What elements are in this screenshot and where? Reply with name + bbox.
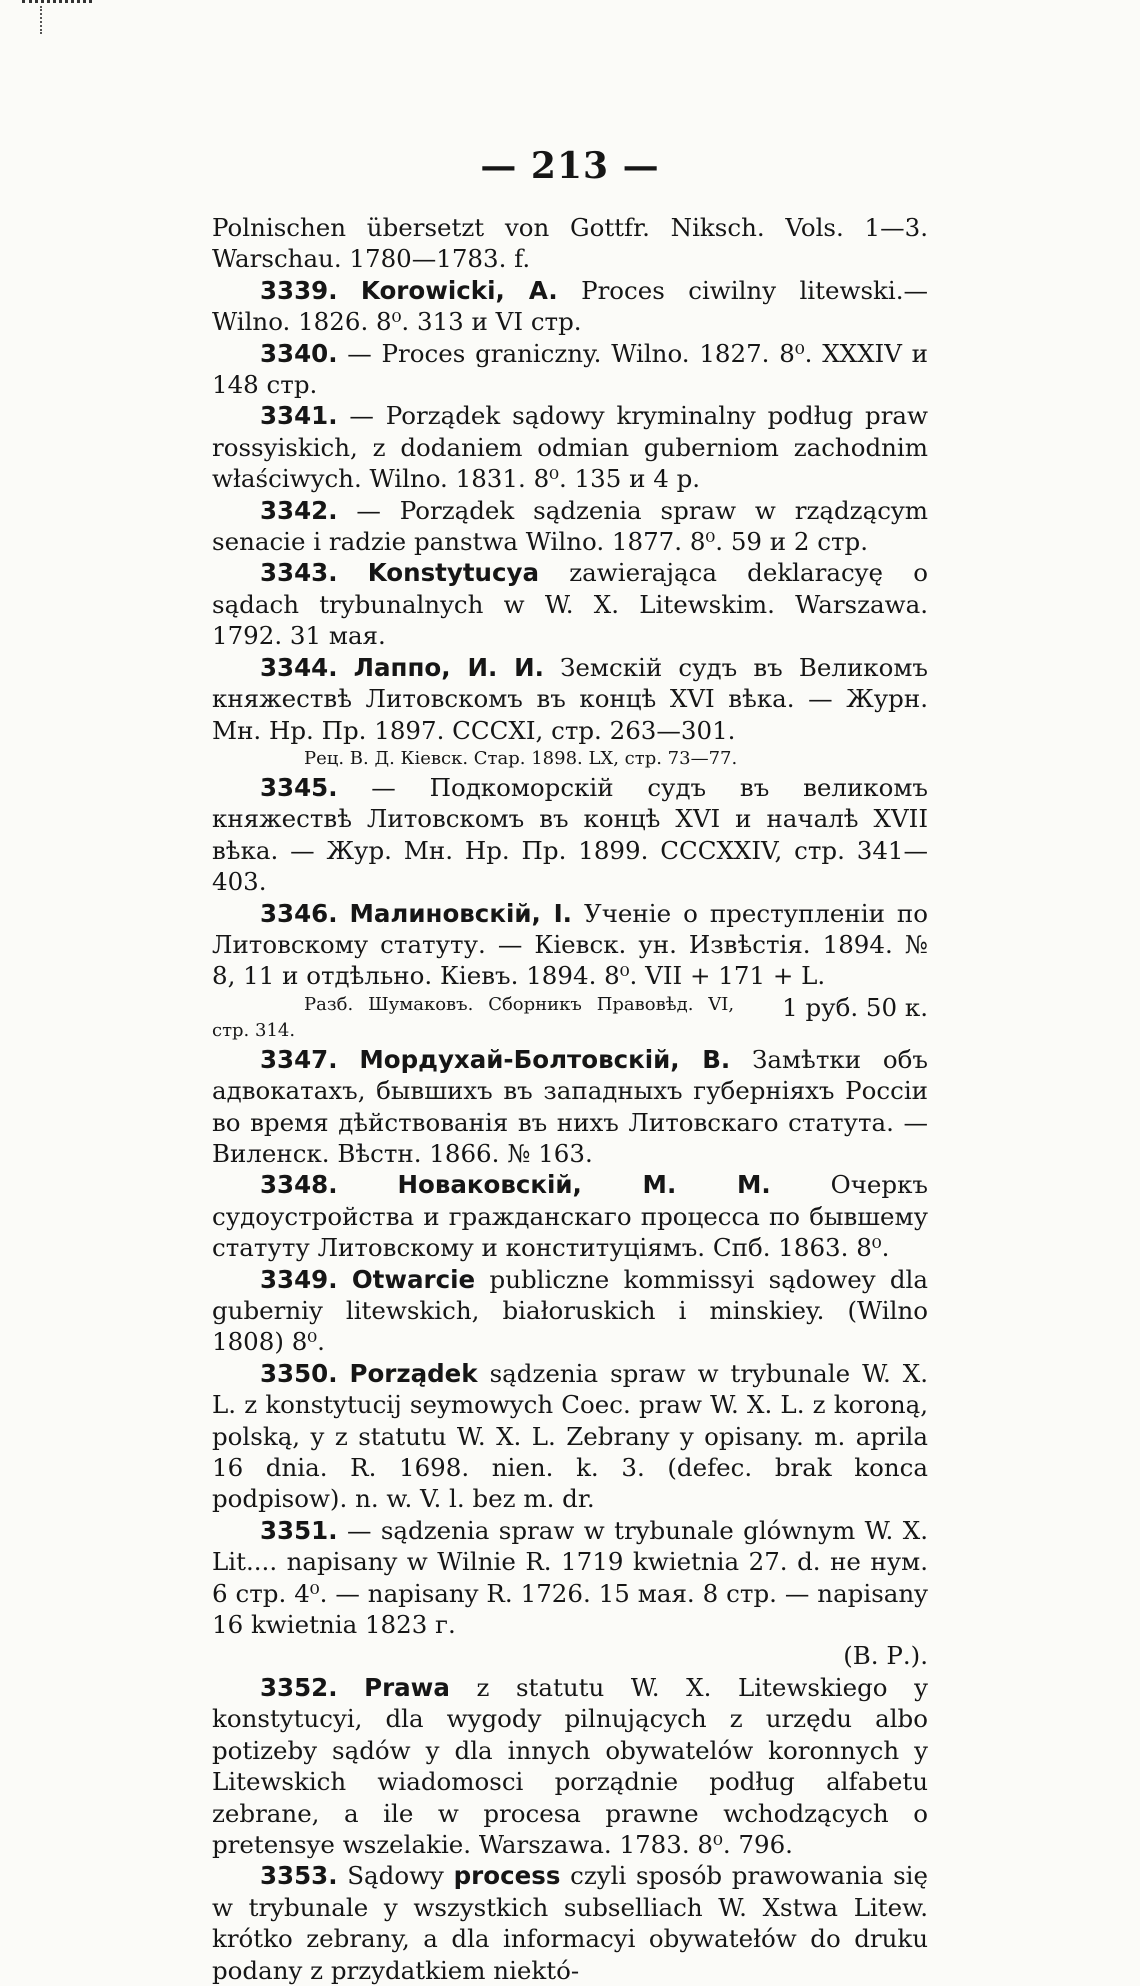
entry-number: 3341. [260, 401, 338, 431]
entry-text: publiczne kommissyi sądowey dla guberniy litewskich, białoruskich i minskiey. (Wilno 1808) 8⁰. [212, 1264, 929, 1357]
entry-number: 3342. [260, 495, 338, 525]
entry-text: sądzenia spraw w trybunale W. X. L. z konstytucij seymowych Coec. praw W. X. L. z koroną, polską, y z statutu W. X. L. Zebrany y opisany. m. aprila 16 dnia. R. 1698. nien. k. 3. (defec. brak konca podpisow). n. w. V. l. bez m. dr. [212, 1358, 928, 1514]
page-footer [0, 1772, 1140, 1782]
entry-author: Prawa [364, 1672, 450, 1702]
entry-number: 3340. [260, 338, 338, 368]
entry-text: Ученіе о преступленіи по Литовскому статуту. — Кіевск. ун. Извѣстія. 1894. № 8, 11 и отдѣльно. Кіевъ. 1894. 8⁰. VII + 171 + L. [212, 898, 929, 991]
entry-number: 3349. [260, 1264, 338, 1294]
entry-number: 3343. [260, 558, 338, 588]
entry-text: Замѣтки объ адвокатахъ, бывшихъ въ западныхъ губерніяхъ Россіи во время дѣйствованія въ нихъ Литовскаго статута. — Виленск. Вѣстн. 1866. № 163. [212, 1044, 929, 1168]
entry-price: 1 руб. 50 к. [782, 992, 928, 1022]
entry-3352 [212, 1672, 928, 1860]
entry-number: 3339. [260, 275, 338, 305]
bibliography-text [212, 212, 928, 1986]
page-number: — 213 — [480, 145, 660, 187]
entry-3344-review: Рец. В. Д. Кіевск. Стар. 1898. LX, стр. 73—77. [304, 747, 738, 769]
entry-text: — Porządek sądzenia spraw w rządzącym senacie i radzie panstwa Wilno. 1877. 8⁰. 59 и 2 стр. [212, 495, 928, 557]
entry-3340 [212, 338, 928, 401]
entry-text: — Подкоморскій судъ въ великомъ княжествѣ Литовскомъ въ концѣ XVI и началѣ XVII вѣка. — Жур. Мн. Нр. Пр. 1899. CCCXXIV, стр. 341—403. [212, 772, 928, 897]
entry-3350 [212, 1358, 928, 1515]
scan-artifact-dots [40, 6, 72, 34]
entry-continuation [212, 212, 928, 275]
entry-author: Лаппо, И. И. [353, 652, 544, 682]
entry-number: 3350. [260, 1358, 338, 1388]
entry-3343 [212, 557, 928, 651]
entry-author: Konstytucya [367, 558, 540, 588]
entry-3348 [212, 1169, 928, 1263]
entry-author: Porządek [349, 1358, 478, 1388]
entry-number: 3352. [260, 1672, 338, 1702]
entry-3346-review: Разб. Шумаковъ. Сборникъ Правовѣд. VI, стр. 314. [212, 993, 735, 1041]
entry-text: z statutu W. X. Litewskiego y konstytucyi, dla wygody pilnujących z urzędu albo potizeby sądów y dla innych obywatelów koronnych y Litewskich wiadomosci porządnie podług alfabetu zebrane, a ile w procesa prawne wchodzących o pretensye wszelakie. Warszawa. 1783. 8⁰. 796. [212, 1672, 928, 1859]
entry-number: 3347. [260, 1044, 338, 1074]
entry-3351 [212, 1515, 928, 1641]
entry-text: — sądzenia spraw w trybunale glównym W. X. Lit.... napisany w Wilnie R. 1719 kwietnia 27. d. не нум. 6 стр. 4⁰. — napisany R. 1726. 15 мая. 8 стр. — napisany 16 kwietnia 1823 г. [212, 1515, 928, 1640]
entry-author: Korowicki, A. [360, 275, 558, 305]
entry-3342 [212, 495, 928, 558]
entry-text: Земскій судъ въ Великомъ княжествѣ Литовскомъ въ концѣ XVI вѣка. — Журн. Мн. Нр. Пр. 1897. CCCXI, стр. 263—301. [212, 652, 928, 745]
entry-author: Малиновскій, I. [349, 898, 572, 928]
entry-3347 [212, 1044, 928, 1170]
entry-3351-source: (В. Р.). [843, 1641, 928, 1671]
entry-text: — Porządek sądowy kryminalny podług praw rossyiskich, z dodaniem odmian guberniom zachodnim właściwych. Wilno. 1831. 8⁰. 135 и 4 р. [212, 401, 928, 494]
entry-3344 [212, 652, 928, 746]
entry-text: Proces ciwilny litewski.—Wilno. 1826. 8⁰. 313 и VI стр. [212, 275, 928, 337]
entry-3349 [212, 1264, 928, 1358]
entry-3345 [212, 772, 928, 898]
entry-author: Мордухай-Болтовскій, В. [359, 1044, 731, 1074]
entry-text: Очеркъ судоустройства и гражданскаго процесса по бывшему статуту Литовскому и конституціямъ. Спб. 1863. 8⁰. [212, 1170, 929, 1263]
entry-author: Новаковскій, М. М. [397, 1170, 771, 1200]
entry-prefix: Sądowy [347, 1861, 444, 1891]
entry-text: czyli sposób prawowania się w trybunale y wszystkich subselliach W. Xstwa Litew. krótko zebrany, a dla informacyi obywatełów do druku podany z przydatkiem niektó- [212, 1861, 928, 1985]
entry-text: zawierająca deklaracyę o sądach trybunalnych w W. X. Litewskim. Warszawa. 1792. 31 мая. [212, 558, 928, 651]
entry-text: — Proces graniczny. Wilno. 1827. 8⁰. XXXIV и 148 стр. [212, 338, 928, 400]
entry-author: process [453, 1861, 561, 1891]
entry-author: Otwarcie [351, 1264, 476, 1294]
entry-number: 3353. [260, 1861, 338, 1891]
entry-3341 [212, 400, 928, 494]
entry-number: 3351. [260, 1515, 338, 1545]
entry-number: 3346. [260, 898, 338, 928]
intro-text: Polnischen übersetzt von Gottfr. Niksch. Vols. 1—3. Warschau. 1780—1783. f. [212, 213, 928, 274]
entry-3353 [212, 1860, 928, 1986]
entry-number: 3345. [260, 772, 338, 802]
entry-3339 [212, 275, 928, 338]
entry-number: 3348. [260, 1170, 338, 1200]
entry-number: 3344. [260, 652, 338, 682]
